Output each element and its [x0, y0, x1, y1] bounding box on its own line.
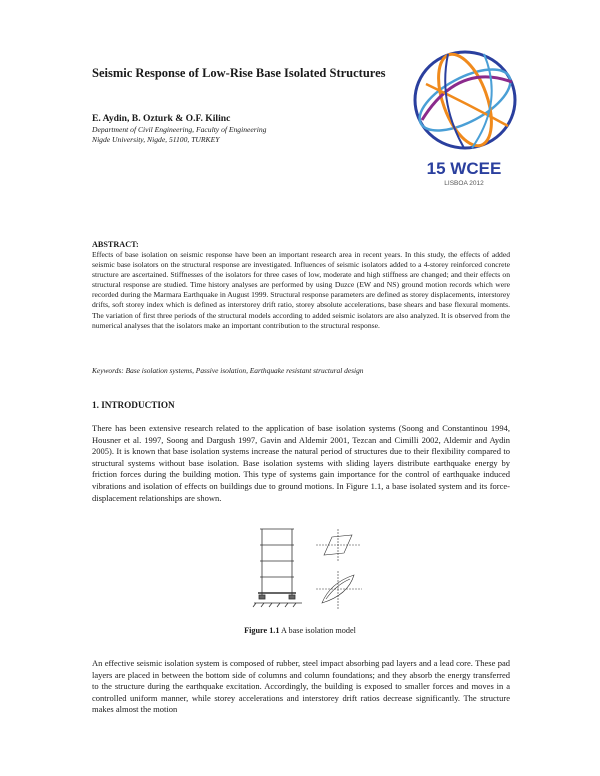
keywords: Keywords: Base isolation systems, Passive isolation, Earthquake resistant structural design	[92, 366, 364, 375]
intro-paragraph-1: There has been extensive research related to the application of base isolation systems (Soong and Constantinou 1994, Housner et al. 1997, Soong and Dargush 1997, Gavin and Aldemir 2001, Tezcan and Cimilli 2002, Aldemir and Aydin 2005). It is known that base isolation systems increase the natural period of structures due to their flexibility compared to structural systems without base isolation. Base isolation systems with sliding layers distribute earthquake energy by friction forces during the building motion. This type of systems gain importance for the control of earthquake induced vibrations and isolation of effects on buildings due to ground motions. In Figure 1.1, a base isolated system and its force-displacement relationships are shown.	[92, 423, 510, 503]
paper-title: Seismic Response of Low-Rise Base Isolated Structures	[92, 66, 386, 80]
affiliation-line2: Nigde University, Nigde, 51100, TURKEY	[92, 134, 220, 144]
abstract-text: Effects of base isolation on seismic response have been an important research area in recent years. In this study, the effects of added seismic base isolators on the structural response are investigated. Influences of seismic isolators added to a 4-storey reinforced concrete structure are ascertained. Stiffnesses of the isolators for three cases of low, moderate and high stiffness are changed; and their effects on structural response are studied. Time history analyses are performed by using Duzce (EW and NS) ground motion records which were recorded during the Marmara Earthquake in August 1999. Structural response parameters are defined as storey displacements, interstorey drifts, soft storey index which is defined as interstorey drift ratio, storey absolute accelerations, base shears and base flexural moments. The variation of first three periods of the structural models according to added seismic isolators are also analyzed. It is observed from the numerical analyses that the isolators make an important contribution to the structural response.	[92, 250, 510, 330]
hysteresis-plot-upper	[316, 529, 360, 561]
paper-authors: E. Aydin, B. Ozturk & O.F. Kilinc	[92, 113, 231, 124]
logo-subtitle: LISBOA 2012	[444, 180, 484, 187]
abstract-heading: ABSTRACT:	[92, 240, 139, 249]
figure-caption	[0, 626, 600, 635]
building-frame-drawing	[253, 529, 302, 607]
figure-label: Figure 1.1	[244, 626, 280, 635]
wcee-logo	[408, 42, 520, 192]
hysteresis-plot-lower	[316, 571, 362, 609]
affiliation	[92, 125, 266, 144]
logo-title: 15 WCEE	[426, 159, 502, 178]
figure-base-isolation	[250, 523, 370, 613]
figure-caption-text: A base isolation model	[279, 626, 356, 635]
globe-icon	[411, 47, 520, 152]
section-heading-introduction: 1. INTRODUCTION	[92, 400, 175, 410]
affiliation-line1: Department of Civil Engineering, Faculty of Engineering	[92, 125, 267, 134]
intro-paragraph-2: An effective seismic isolation system is composed of rubber, steel impact absorbing pad layers and a lead core. These pad layers are placed in between the bottom side of columns and column foundations; and they absorb the energy transferred to the structure during the earthquake excitation. Accordingly, the building is exposed to smaller forces and moves in a controlled uniform manner, while storey accelerations and interstorey drift ratios decrease significantly. The structure makes almost the motion	[92, 658, 510, 715]
